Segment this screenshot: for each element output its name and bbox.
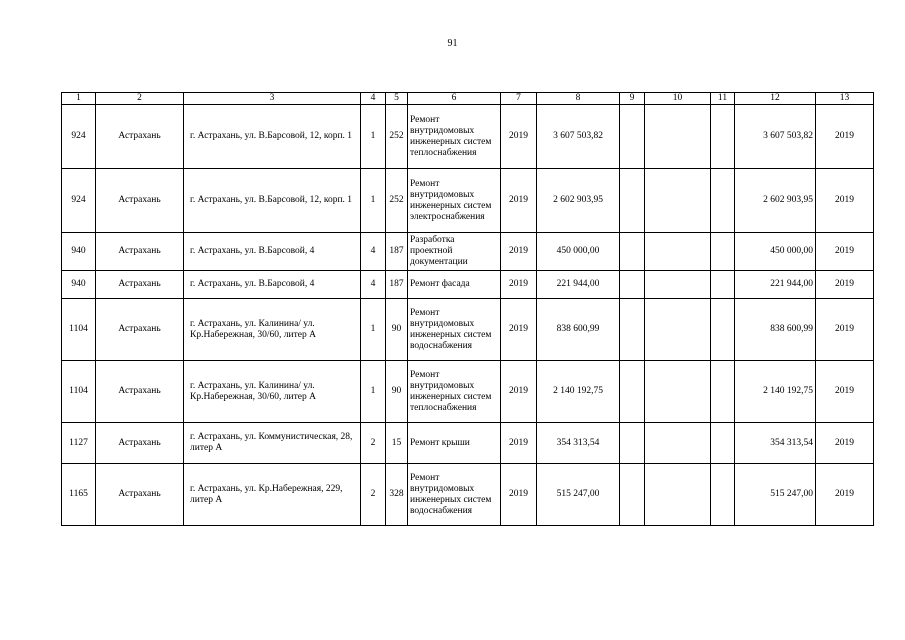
cell-id: 940 — [62, 271, 96, 299]
cell-year-end: 2019 — [816, 233, 874, 271]
cell-year-end: 2019 — [816, 169, 874, 233]
column-header: 2 — [96, 93, 184, 105]
cell-address: г. Астрахань, ул. Калинина/ ул. Кр.Набережная, 30/60, литер А — [184, 299, 361, 361]
table-row — [62, 169, 874, 233]
cell-work-type: Ремонт внутридомовых инженерных систем электроснабжения — [408, 169, 501, 233]
cell-col10 — [645, 423, 711, 464]
cell-address: г. Астрахань, ул. Калинина/ ул. Кр.Набережная, 30/60, литер А — [184, 361, 361, 423]
cell-id: 924 — [62, 169, 96, 233]
cell-address: г. Астрахань, ул. В.Барсовой, 4 — [184, 271, 361, 299]
column-header: 8 — [537, 93, 620, 105]
cell-col5: 187 — [386, 233, 408, 271]
cell-col9 — [620, 105, 645, 169]
cell-col5: 252 — [386, 169, 408, 233]
cell-amount: 3 607 503,82 — [537, 105, 620, 169]
column-header: 10 — [645, 93, 711, 105]
column-header: 12 — [735, 93, 816, 105]
column-header: 6 — [408, 93, 501, 105]
cell-col4: 1 — [361, 361, 386, 423]
cell-col4: 2 — [361, 464, 386, 526]
cell-id: 1127 — [62, 423, 96, 464]
cell-col11 — [711, 169, 735, 233]
cell-col4: 4 — [361, 271, 386, 299]
cell-total: 450 000,00 — [735, 233, 816, 271]
column-header: 3 — [184, 93, 361, 105]
cell-col4: 1 — [361, 105, 386, 169]
cell-year: 2019 — [501, 233, 537, 271]
cell-col9 — [620, 233, 645, 271]
cell-year: 2019 — [501, 464, 537, 526]
cell-col10 — [645, 361, 711, 423]
cell-year: 2019 — [501, 361, 537, 423]
cell-id: 1104 — [62, 299, 96, 361]
cell-col9 — [620, 169, 645, 233]
cell-col4: 4 — [361, 233, 386, 271]
cell-col5: 187 — [386, 271, 408, 299]
cell-amount: 450 000,00 — [537, 233, 620, 271]
cell-work-type: Ремонт внутридомовых инженерных систем водоснабжения — [408, 464, 501, 526]
cell-col5: 328 — [386, 464, 408, 526]
cell-col11 — [711, 464, 735, 526]
cell-col11 — [711, 271, 735, 299]
cell-col9 — [620, 361, 645, 423]
cell-col11 — [711, 299, 735, 361]
cell-col10 — [645, 271, 711, 299]
cell-address: г. Астрахань, ул. В.Барсовой, 12, корп. 1 — [184, 169, 361, 233]
column-header: 5 — [386, 93, 408, 105]
cell-id: 940 — [62, 233, 96, 271]
cell-municipality: Астрахань — [96, 299, 184, 361]
table-row — [62, 361, 874, 423]
cell-municipality: Астрахань — [96, 361, 184, 423]
cell-amount: 515 247,00 — [537, 464, 620, 526]
column-header: 7 — [501, 93, 537, 105]
cell-total: 354 313,54 — [735, 423, 816, 464]
cell-col4: 1 — [361, 169, 386, 233]
cell-id: 924 — [62, 105, 96, 169]
cell-year: 2019 — [501, 169, 537, 233]
cell-col5: 252 — [386, 105, 408, 169]
column-header: 1 — [62, 93, 96, 105]
column-header: 9 — [620, 93, 645, 105]
cell-amount: 838 600,99 — [537, 299, 620, 361]
cell-municipality: Астрахань — [96, 169, 184, 233]
column-header: 4 — [361, 93, 386, 105]
cell-address: г. Астрахань, ул. Коммунистическая, 28, литер А — [184, 423, 361, 464]
cell-year: 2019 — [501, 271, 537, 299]
table-row — [62, 233, 874, 271]
cell-address: г. Астрахань, ул. Кр.Набережная, 229, литер А — [184, 464, 361, 526]
column-header: 11 — [711, 93, 735, 105]
cell-col10 — [645, 299, 711, 361]
cell-col5: 90 — [386, 299, 408, 361]
cell-col11 — [711, 423, 735, 464]
cell-work-type: Ремонт крыши — [408, 423, 501, 464]
cell-col9 — [620, 464, 645, 526]
cell-municipality: Астрахань — [96, 423, 184, 464]
table-row — [62, 299, 874, 361]
cell-year-end: 2019 — [816, 361, 874, 423]
cell-id: 1165 — [62, 464, 96, 526]
page-number: 91 — [447, 38, 458, 49]
cell-municipality: Астрахань — [96, 233, 184, 271]
cell-total: 221 944,00 — [735, 271, 816, 299]
cell-col9 — [620, 271, 645, 299]
cell-col4: 2 — [361, 423, 386, 464]
cell-col10 — [645, 464, 711, 526]
cell-col9 — [620, 299, 645, 361]
cell-id: 1104 — [62, 361, 96, 423]
cell-address: г. Астрахань, ул. В.Барсовой, 12, корп. 1 — [184, 105, 361, 169]
cell-municipality: Астрахань — [96, 105, 184, 169]
cell-year-end: 2019 — [816, 423, 874, 464]
cell-year-end: 2019 — [816, 105, 874, 169]
table-row — [62, 105, 874, 169]
cell-total: 2 140 192,75 — [735, 361, 816, 423]
cell-work-type: Ремонт внутридомовых инженерных систем теплоснабжения — [408, 361, 501, 423]
cell-work-type: Ремонт внутридомовых инженерных систем теплоснабжения — [408, 105, 501, 169]
cell-year-end: 2019 — [816, 464, 874, 526]
cell-col5: 15 — [386, 423, 408, 464]
cell-col5: 90 — [386, 361, 408, 423]
cell-work-type: Ремонт фасада — [408, 271, 501, 299]
table-row — [62, 423, 874, 464]
cell-year: 2019 — [501, 105, 537, 169]
cell-amount: 221 944,00 — [537, 271, 620, 299]
header-row — [62, 93, 874, 105]
cell-col11 — [711, 105, 735, 169]
cell-year: 2019 — [501, 423, 537, 464]
cell-col11 — [711, 233, 735, 271]
data-table — [61, 92, 874, 526]
cell-total: 838 600,99 — [735, 299, 816, 361]
cell-col10 — [645, 233, 711, 271]
cell-year-end: 2019 — [816, 299, 874, 361]
cell-col10 — [645, 105, 711, 169]
cell-total: 515 247,00 — [735, 464, 816, 526]
cell-work-type: Ремонт внутридомовых инженерных систем водоснабжения — [408, 299, 501, 361]
cell-amount: 2 602 903,95 — [537, 169, 620, 233]
cell-col4: 1 — [361, 299, 386, 361]
column-header: 13 — [816, 93, 874, 105]
cell-col10 — [645, 169, 711, 233]
cell-year-end: 2019 — [816, 271, 874, 299]
cell-amount: 354 313,54 — [537, 423, 620, 464]
cell-total: 3 607 503,82 — [735, 105, 816, 169]
table-row — [62, 271, 874, 299]
cell-total: 2 602 903,95 — [735, 169, 816, 233]
cell-col9 — [620, 423, 645, 464]
table-row — [62, 464, 874, 526]
cell-col11 — [711, 361, 735, 423]
cell-year: 2019 — [501, 299, 537, 361]
cell-work-type: Разработка проектной документации — [408, 233, 501, 271]
cell-amount: 2 140 192,75 — [537, 361, 620, 423]
cell-municipality: Астрахань — [96, 464, 184, 526]
cell-address: г. Астрахань, ул. В.Барсовой, 4 — [184, 233, 361, 271]
cell-municipality: Астрахань — [96, 271, 184, 299]
